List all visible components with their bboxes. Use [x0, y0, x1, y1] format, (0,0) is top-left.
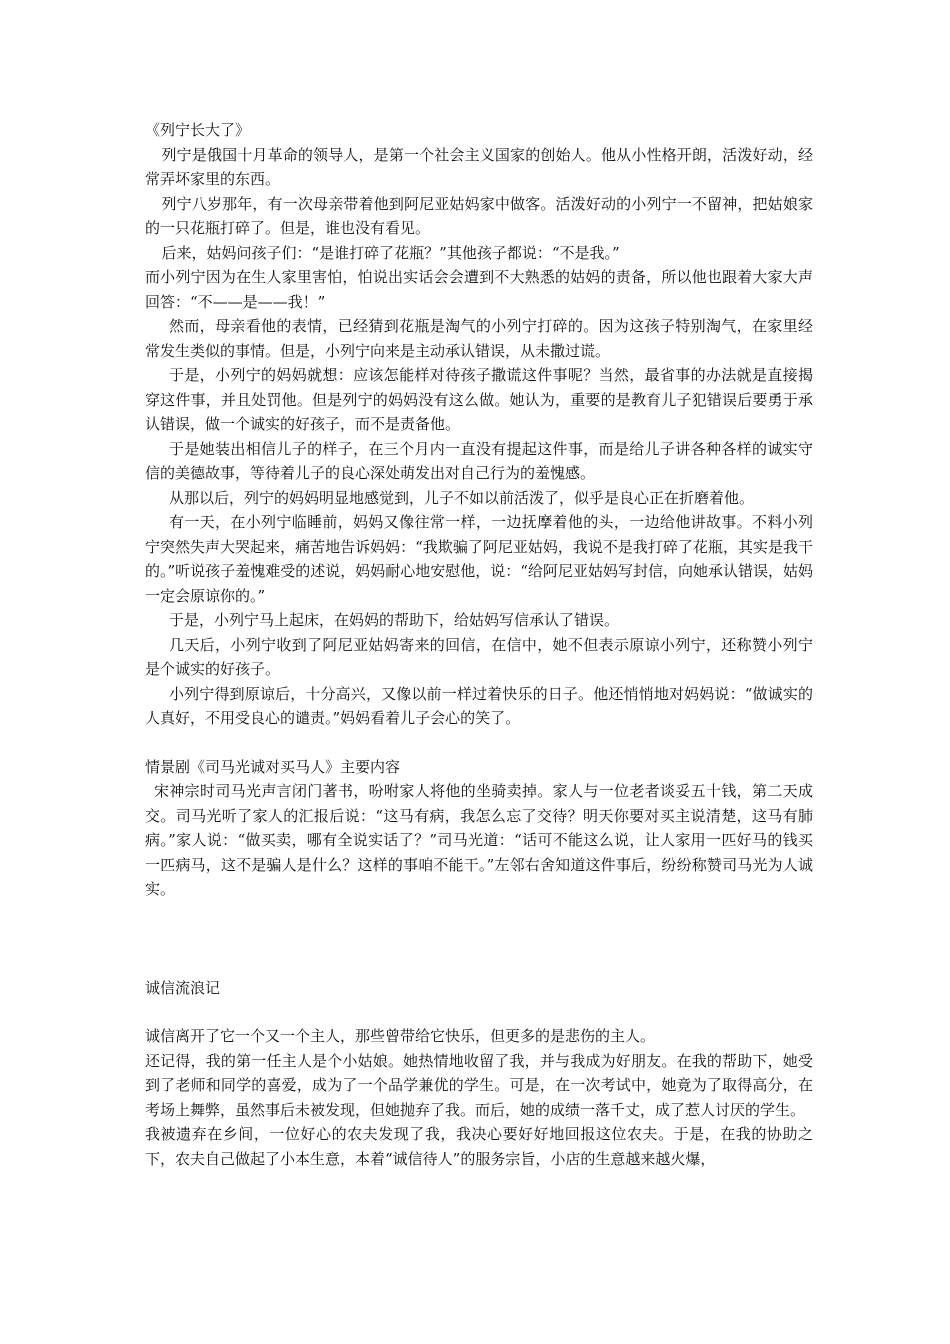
paragraph: 于是她装出相信儿子的样子，在三个月内一直没有提起这件事，而是给儿子讲各种各样的诚实守信的美德故事，等待着儿子的良心深处萌发出对自己行为的羞愧感。: [145, 439, 813, 482]
spacer: [145, 1000, 813, 1024]
story-title: 情景剧《司马光诚对买马人》主要内容: [145, 757, 401, 776]
story-lenin: [145, 118, 813, 731]
paragraph: 列宁八岁那年，有一次母亲带着他到阿尼亚姑妈家中做客。活泼好动的小列宁一不留神，把姑娘家的一只花瓶打碎了。但是，谁也没有看见。: [145, 194, 813, 237]
story-title: 《列宁长大了》: [145, 121, 251, 139]
story-title: 诚信流浪记: [145, 978, 221, 997]
document-page: [145, 118, 813, 1171]
paragraph: 有一天，在小列宁临睡前，妈妈又像往常一样，一边抚摩着他的头，一边给他讲故事。不料小列宁突然失声大哭起来，痛苦地告诉妈妈：“我欺骗了阿尼亚姑妈，我说不是我打碎了花瓶，其实是我干的。”听说孩子羞愧难受的述说，妈妈耐心地安慰他，说：“给阿尼亚姑妈写封信，向她承认错误，姑妈一定会原谅你的。”: [145, 513, 813, 605]
story-integrity-wandering: [145, 976, 813, 1172]
spacer: [145, 731, 813, 755]
paragraph: 于是，小列宁马上起床，在妈妈的帮助下，给姑妈写信承认了错误。: [169, 611, 620, 629]
paragraph: 几天后，小列宁收到了阿尼亚姑妈寄来的回信，在信中，她不但表示原谅小列宁，还称赞小列宁是个诚实的好孩子。: [145, 635, 813, 678]
story-sima-guang: [145, 755, 813, 902]
spacer: [145, 902, 813, 976]
paragraph: 列宁是俄国十月革命的领导人，是第一个社会主义国家的创始人。他从小性格开朗，活泼好动，经常弄坏家里的东西。: [145, 145, 813, 188]
paragraph: 诚信离开了它一个又一个主人，那些曾带给它快乐，但更多的是悲伤的主人。: [145, 1027, 656, 1045]
paragraph: 于是，小列宁的妈妈就想：应该怎能样对待孩子撒谎这件事呢？当然，最省事的办法就是直接揭穿这件事，并且处罚他。但是列宁的妈妈没有这么做。她认为，重要的是教育儿子犯错误后要勇于承认错误，做一个诚实的好孩子，而不是责备他。: [145, 366, 813, 433]
paragraph: 后来，姑妈问孩子们：“是谁打碎了花瓶？”其他孩子都说：“不是我。”: [161, 243, 620, 262]
paragraph: 我被遗弃在乡间，一位好心的农夫发现了我，我决心要好好地回报这位农夫。于是，在我的协助之下，农夫自己做起了小本生意，本着“诚信待人”的服务宗旨，小店的生意越来越火爆，: [145, 1125, 813, 1168]
paragraph: 从那以后，列宁的妈妈明显地感觉到，儿子不如以前活泼了，似乎是良心正在折磨着他。: [169, 488, 755, 507]
paragraph: 然而，母亲看他的表情，已经猜到花瓶是淘气的小列宁打碎的。因为这孩子特别淘气，在家里经常发生类似的事情。但是，小列宁向来是主动承认错误，从未撒过谎。: [145, 317, 813, 360]
paragraph: 小列宁得到原谅后，十分高兴，又像以前一样过着快乐的日子。他还悄悄地对妈妈说：“做诚实的人真好，不用受良心的谴责。”妈妈看着儿子会心的笑了。: [145, 684, 813, 727]
paragraph: 还记得，我的第一任主人是个小姑娘。她热情地收留了我，并与我成为好朋友。在我的帮助下，她受到了老师和同学的喜爱，成为了一个品学兼优的学生。可是，在一次考试中，她竟为了取得高分，在考场上舞弊，虽然事后未被发现，但她抛弃了我。而后，她的成绩一落千丈，成了惹人讨厌的学生。: [145, 1051, 813, 1119]
paragraph: 而小列宁因为在生人家里害怕，怕说出实话会会遭到不大熟悉的姑妈的责备，所以他也跟着大家大声回答：“不——是——我！”: [145, 268, 813, 311]
paragraph: 宋神宗时司马光声言闭门著书，吩咐家人将他的坐骑卖掉。家人与一位老者谈妥五十钱，第二天成交。司马光听了家人的汇报后说：“这马有病，我怎么忘了交待？明天你要对买主说清楚，这马有肺病。”家人说：“做买卖，哪有全说实话了？”司马光道：“话可不能这么说，让人家用一匹好马的钱买一匹病马，这不是骗人是什么？这样的事咱不能干。”左邻右舍知道这件事后，纷纷称赞司马光为人诚实。: [145, 782, 813, 898]
